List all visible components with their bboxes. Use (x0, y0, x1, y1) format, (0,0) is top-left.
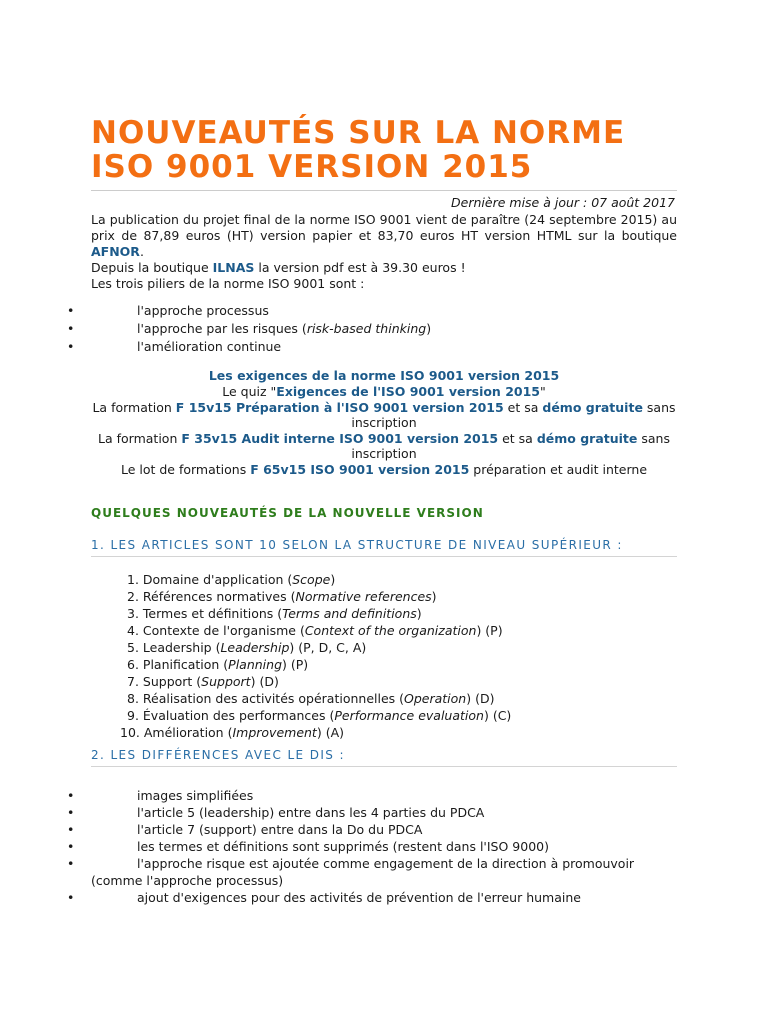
last-updated: Dernière mise à jour : 07 août 2017 (451, 195, 675, 210)
section-1-divider (91, 556, 677, 557)
section-heading-1: 1. LES ARTICLES SONT 10 SELON LA STRUCTURE DE NIVEAU SUPÉRIEUR : (91, 538, 623, 552)
pillars-list (67, 302, 677, 356)
intro-paragraph-1 (91, 212, 677, 260)
bullet-icon: • (67, 839, 75, 854)
bullet-icon: • (67, 321, 75, 336)
quiz-line: Le quiz "Exigences de l'ISO 9001 version 2015" (222, 384, 546, 399)
afnor-link[interactable]: AFNOR (91, 244, 140, 259)
bullet-icon: • (67, 856, 75, 871)
ilnas-link[interactable]: ILNAS (212, 260, 255, 275)
list-item: • les termes et définitions sont supprimés (restent dans l'ISO 9000) (67, 839, 549, 854)
list-item: • ajout d'exigences pour des activités de prévention de l'erreur humaine (67, 890, 581, 905)
section-heading-main: QUELQUES NOUVEAUTÉS DE LA NOUVELLE VERSION (91, 506, 484, 520)
quiz-link[interactable]: Exigences de l'ISO 9001 version 2015 (276, 384, 540, 399)
demo-f35-link[interactable]: démo gratuite (536, 431, 638, 446)
title-line-2: ISO 9001 VERSION 2015 (91, 149, 533, 185)
list-item: 1. Domaine d'application (Scope) (127, 572, 336, 587)
list-item: • images simplifiées (67, 788, 254, 803)
list-item: 6. Planification (Planning) (P) (127, 657, 309, 672)
training-f15-line: La formation F 15v15 Préparation à l'ISO 9001 version 2015 et sa démo gratuite sans inscription (92, 400, 676, 430)
bullet-icon: • (67, 890, 75, 905)
requirements-link[interactable]: Les exigences de la norme ISO 9001 version 2015 (208, 368, 560, 383)
list-item: • l'article 5 (leadership) entre dans les 4 parties du PDCA (67, 805, 485, 820)
list-item: 10. Amélioration (Improvement) (A) (120, 725, 344, 740)
list-item: 3. Termes et définitions (Terms and definitions) (127, 606, 422, 621)
intro-end: . (139, 244, 144, 259)
list-item (67, 320, 677, 338)
list-item: 4. Contexte de l'organisme (Context of the organization) (P) (127, 623, 503, 638)
title-divider (91, 190, 677, 191)
list-item: 2. Références normatives (Normative references) (127, 589, 437, 604)
training-f15-link[interactable]: F 15v15 Préparation à l'ISO 9001 version 2015 (175, 400, 504, 415)
demo-f15-link[interactable]: démo gratuite (542, 400, 643, 415)
training-f35-link[interactable]: F 35v15 Audit interne ISO 9001 version 2015 (181, 431, 499, 446)
list-item: 8. Réalisation des activités opérationnelles (Operation) (D) (127, 691, 495, 706)
section-2-divider (91, 766, 677, 767)
training-f65-line: Le lot de formations F 65v15 ISO 9001 version 2015 préparation et audit interne (120, 462, 648, 477)
intro2-start: Depuis la boutique (91, 260, 213, 275)
list-item: 5. Leadership (Leadership) (P, D, C, A) (127, 640, 367, 655)
list-item: • l'approche processus (67, 303, 269, 318)
title-line-1: NOUVEAUTÉS SUR LA NORME (91, 115, 626, 151)
bullet-icon: • (67, 788, 75, 803)
bullet-icon: • (67, 303, 75, 318)
difference-continuation: (comme l'approche processus) (91, 873, 284, 888)
intro-paragraph-3: Les trois piliers de la norme ISO 9001 sont : (91, 276, 365, 291)
list-item: • l'approche risque est ajoutée comme engagement de la direction à promouvoir (comme l'approche processus) (91, 855, 677, 889)
training-f65-link[interactable]: F 65v15 ISO 9001 version 2015 (250, 462, 470, 477)
training-f35-line: La formation F 35v15 Audit interne ISO 9001 version 2015 et sa démo gratuite sans inscription (98, 431, 670, 461)
page-title (91, 116, 677, 184)
intro-text: La publication du projet final de la norme ISO 9001 vient de paraître (24 septembre 2015) au prix de 87,89 euros (HT) version papier et 83,70 euros HT version HTML sur la boutique (91, 212, 677, 243)
bullet-icon: • (67, 339, 75, 354)
list-item: • l'amélioration continue (67, 339, 282, 354)
document-page (67, 115, 677, 906)
bullet-icon: • (67, 805, 75, 820)
section-heading-2: 2. LES DIFFÉRENCES AVEC LE DIS : (91, 748, 345, 762)
differences-list (67, 787, 677, 906)
intro-paragraph-2 (91, 260, 677, 276)
bullet-icon: • (67, 822, 75, 837)
training-links (91, 368, 677, 477)
list-item: • l'article 7 (support) entre dans la Do du PDCA (67, 822, 423, 837)
intro2-end: la version pdf est à 39.30 euros ! (254, 260, 466, 275)
articles-list (91, 571, 677, 741)
list-item: 9. Évaluation des performances (Performance evaluation) (C) (127, 708, 512, 723)
pillar-text: l'approche par les risques (risk-based thinking) (137, 321, 432, 336)
list-item: 7. Support (Support) (D) (127, 674, 279, 689)
